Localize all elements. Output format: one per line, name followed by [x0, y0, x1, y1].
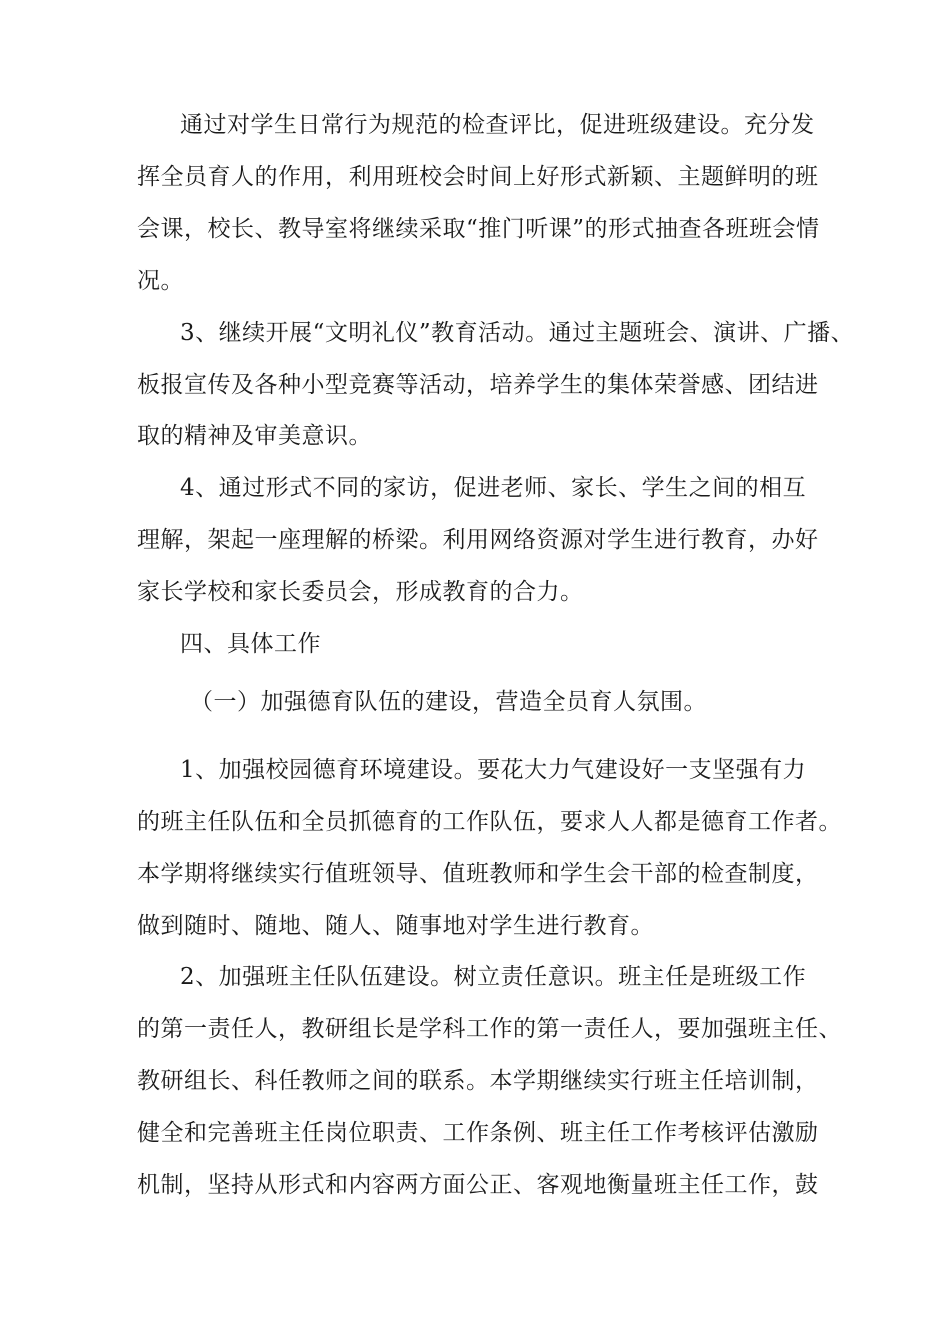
- paragraph-line: 家长学校和家长委员会，形成教育的合力。: [137, 579, 584, 605]
- paragraph-line: 会课，校长、教导室将继续采取“推门听课”的形式抽查各班班会情: [137, 216, 820, 242]
- paragraph-line: 本学期将继续实行值班领导、值班教师和学生会干部的检查制度，: [137, 861, 819, 887]
- paragraph-line: 理解，架起一座理解的桥梁。利用网络资源对学生进行教育，办好: [137, 527, 819, 553]
- paragraph-line: 取的精神及审美意识。: [137, 423, 372, 449]
- paragraph-line: 4、通过形式不同的家访，促进老师、家长、学生之间的相互: [180, 475, 807, 501]
- paragraph-line: 做到随时、随地、随人、随事地对学生进行教育。: [137, 913, 654, 939]
- paragraph-line: 通过对学生日常行为规范的检查评比，促进班级建设。充分发: [180, 112, 815, 138]
- paragraph-line: 1、加强校园德育环境建设。要花大力气建设好一支坚强有力: [180, 757, 807, 783]
- paragraph-line: 教研组长、科任教师之间的联系。本学期继续实行班主任培训制，: [137, 1068, 819, 1094]
- subsection-heading: （一）加强德育队伍的建设，营造全员育人氛围。: [190, 689, 707, 715]
- section-heading: 四、具体工作: [180, 631, 321, 657]
- paragraph-line: 3、继续开展“文明礼仪”教育活动。通过主题班会、演讲、广播、: [180, 320, 855, 346]
- paragraph-line: 机制，坚持从形式和内容两方面公正、客观地衡量班主任工作，鼓: [137, 1172, 819, 1198]
- paragraph-line: 2、加强班主任队伍建设。树立责任意识。班主任是班级工作: [180, 964, 807, 990]
- paragraph-line: 健全和完善班主任岗位职责、工作条例、班主任工作考核评估激励: [137, 1120, 819, 1146]
- paragraph-line: 的班主任队伍和全员抓德育的工作队伍，要求人人都是德育工作者。: [137, 809, 842, 835]
- paragraph-line: 挥全员育人的作用，利用班校会时间上好形式新颖、主题鲜明的班: [137, 164, 819, 190]
- paragraph-line: 况。: [137, 268, 184, 294]
- paragraph-line: 的第一责任人，教研组长是学科工作的第一责任人，要加强班主任、: [137, 1016, 842, 1042]
- paragraph-line: 板报宣传及各种小型竞赛等活动，培养学生的集体荣誉感、团结进: [137, 372, 819, 398]
